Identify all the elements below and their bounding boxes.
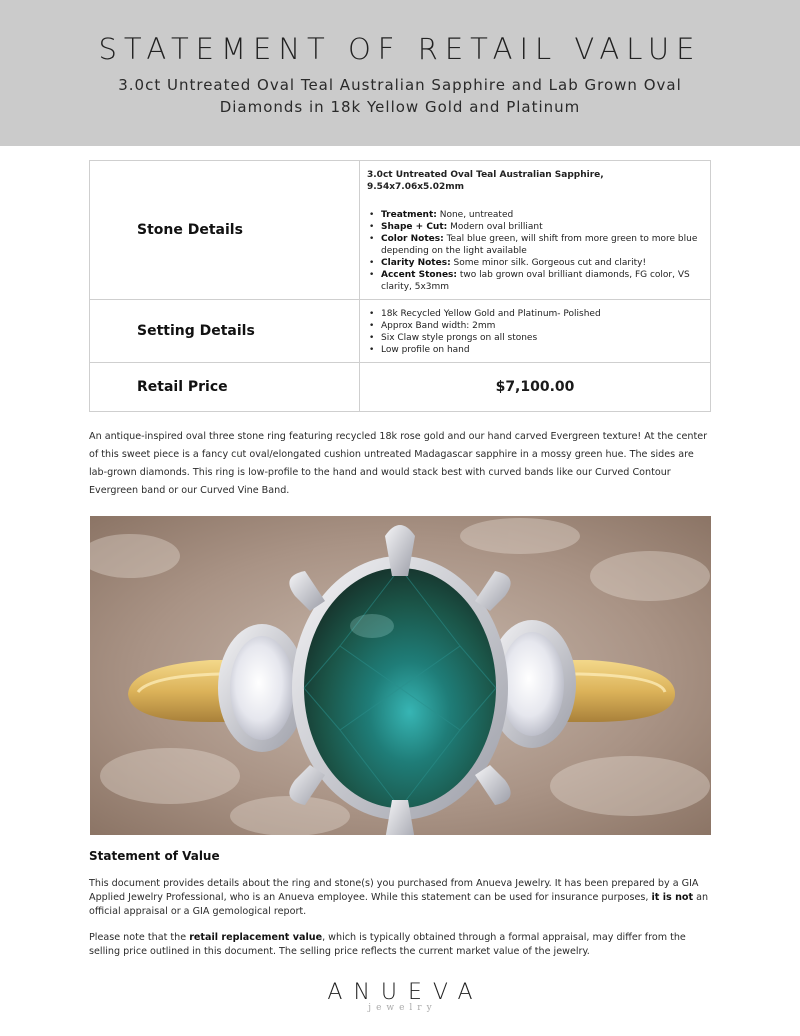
setting-detail-item: • Low profile on hand <box>367 344 700 356</box>
setting-detail-item: • Approx Band width: 2mm <box>367 320 700 332</box>
setting-details-row <box>90 300 711 363</box>
stone-detail-item: • Clarity Notes: Some minor silk. Gorgeous cut and clarity! <box>367 257 700 269</box>
ring-photo <box>90 516 711 835</box>
setting-details-label: Setting Details <box>90 300 360 363</box>
anueva-logo <box>300 980 500 1013</box>
retail-price-label: Retail Price <box>90 363 360 412</box>
header-banner <box>0 0 800 146</box>
page-title: STATEMENT OF RETAIL VALUE <box>98 32 702 66</box>
statement-paragraph-1: This document provides details about the ring and stone(s) you purchased from Anueva Jewelry. It has been prepared by a GIA Applied Jewelry Professional, who is an Anueva employee. While this statement can be used for insurance purposes, it is not an official appraisal or a GIA gemological report. <box>89 878 709 917</box>
stone-details-row <box>90 161 711 300</box>
page-subtitle: 3.0ct Untreated Oval Teal Australian Sapphire and Lab Grown Oval Diamonds in 18k Yellow Gold and Platinum <box>118 76 682 116</box>
setting-detail-item: • 18k Recycled Yellow Gold and Platinum- Polished <box>367 308 700 320</box>
logo-sub: jewelry <box>368 1003 437 1013</box>
logo-brand: ANUEVA <box>327 980 484 1005</box>
statement-paragraph-2: Please note that the retail replacement value, which is typically obtained through a formal appraisal, may differ from the selling price outlined in this document. The selling price reflects the current market value of the jewelry. <box>89 932 686 957</box>
setting-details-list <box>367 308 700 356</box>
statement-of-value-title: Statement of Value <box>89 849 220 863</box>
stone-detail-item: • Shape + Cut: Modern oval brilliant <box>367 221 700 233</box>
stone-title: 3.0ct Untreated Oval Teal Australian Sapphire, 9.54x7.06x5.02mm <box>367 170 604 192</box>
stone-detail-item: • Accent Stones: two lab grown oval brilliant diamonds, FG color, VS clarity, 5x3mm <box>367 269 700 293</box>
stone-details-label: Stone Details <box>90 161 360 300</box>
setting-details-content <box>360 300 711 363</box>
stone-details-content <box>360 161 711 300</box>
product-description: An antique-inspired oval three stone ring featuring recycled 18k rose gold and our hand carved Evergreen texture! At the center of this sweet piece is a fancy cut oval/elongated cushion untreated Madagascar sapphire in a mossy green hue. The sides are lab-grown diamonds. This ring is low-profile to the hand and would stack best with curved bands like our Curved Contour Evergreen band or our Curved Vine Band. <box>89 431 708 496</box>
details-table <box>89 160 711 412</box>
retail-price-value: $7,100.00 <box>360 363 711 412</box>
retail-price-row <box>90 363 711 412</box>
setting-detail-item: • Six Claw style prongs on all stones <box>367 332 700 344</box>
stone-detail-item: • Treatment: None, untreated <box>367 209 700 221</box>
stone-detail-item: • Color Notes: Teal blue green, will shift from more green to more blue depending on the light available <box>367 233 700 257</box>
stone-details-list <box>367 209 700 293</box>
